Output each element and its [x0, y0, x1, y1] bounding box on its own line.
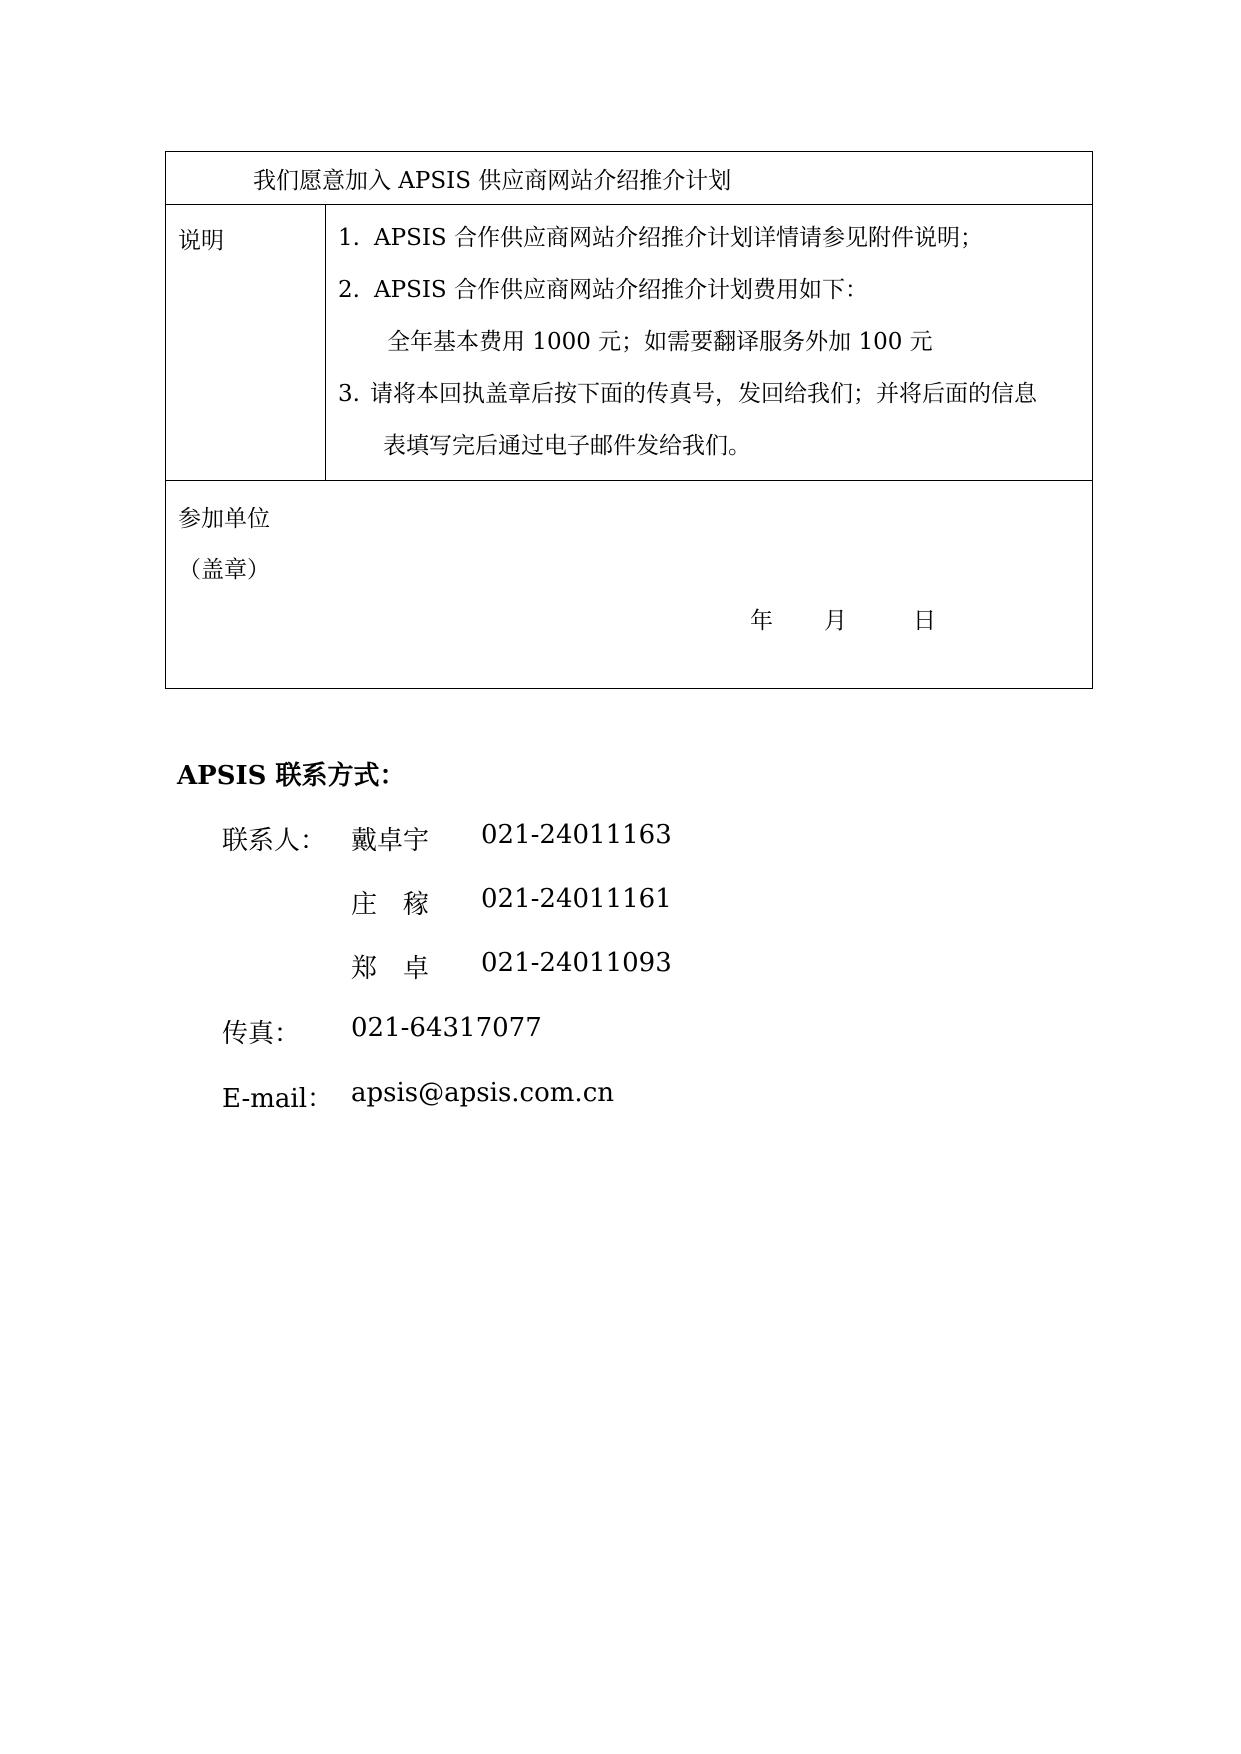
- date-year-label: 年: [750, 608, 773, 634]
- fax-number: 021-64317077: [351, 1013, 542, 1043]
- item-text: APSIS 合作供应商网站介绍推介计划详情请参见附件说明；: [374, 225, 983, 251]
- signature-row: [166, 481, 1093, 689]
- signature-cell: [166, 481, 1093, 689]
- description-row: [166, 205, 1093, 481]
- date-month-label: 月: [824, 608, 847, 634]
- item-text: APSIS 合作供应商网站介绍推介计划费用如下：: [374, 277, 868, 303]
- contact-person-label: 联系人：: [222, 826, 327, 856]
- fee-detail-line: 全年基本费用 1000 元；如需要翻译服务外加 100 元: [387, 329, 933, 355]
- description-item-2: [338, 272, 1092, 324]
- item-number: 3.: [338, 381, 360, 407]
- contact-phone-2: 021-24011161: [481, 884, 672, 914]
- description-label: 说明: [178, 228, 224, 254]
- participant-label: 参加单位: [178, 506, 270, 532]
- email-address[interactable]: apsis@apsis.com.cn: [351, 1078, 614, 1108]
- contact-phone-3: 021-24011093: [481, 948, 672, 978]
- form-header-cell: [166, 152, 1093, 205]
- email-label: E-mail：: [222, 1084, 334, 1114]
- form-header-text: 我们愿意加入 APSIS 供应商网站介绍推介计划: [253, 168, 732, 194]
- description-content-cell: [326, 205, 1093, 481]
- description-label-cell: [166, 205, 326, 481]
- reply-form-table: [165, 151, 1093, 689]
- contact-name-3: 郑 卓: [351, 954, 430, 984]
- item-text: 请将本回执盖章后按下面的传真号，发回给我们；并将后面的信息: [370, 381, 1037, 407]
- form-header-row: [166, 152, 1093, 205]
- description-item-3: [338, 376, 1092, 428]
- description-content: [326, 205, 1092, 480]
- date-line: [166, 602, 1092, 632]
- contact-section-title: APSIS 联系方式：: [177, 761, 406, 791]
- contact-name-2: 庄 稼: [351, 890, 430, 920]
- contact-name-1: 戴卓宇: [351, 826, 430, 856]
- seal-label: （盖章）: [178, 557, 270, 583]
- item-3-continuation: 表填写完后通过电子邮件发给我们。: [383, 433, 751, 459]
- item-number: 2.: [338, 277, 360, 303]
- item-number: 1.: [338, 225, 360, 251]
- fax-label: 传真：: [222, 1019, 301, 1049]
- description-item-1: [338, 220, 1092, 272]
- date-day-label: 日: [913, 608, 936, 634]
- contact-phone-1: 021-24011163: [481, 820, 672, 850]
